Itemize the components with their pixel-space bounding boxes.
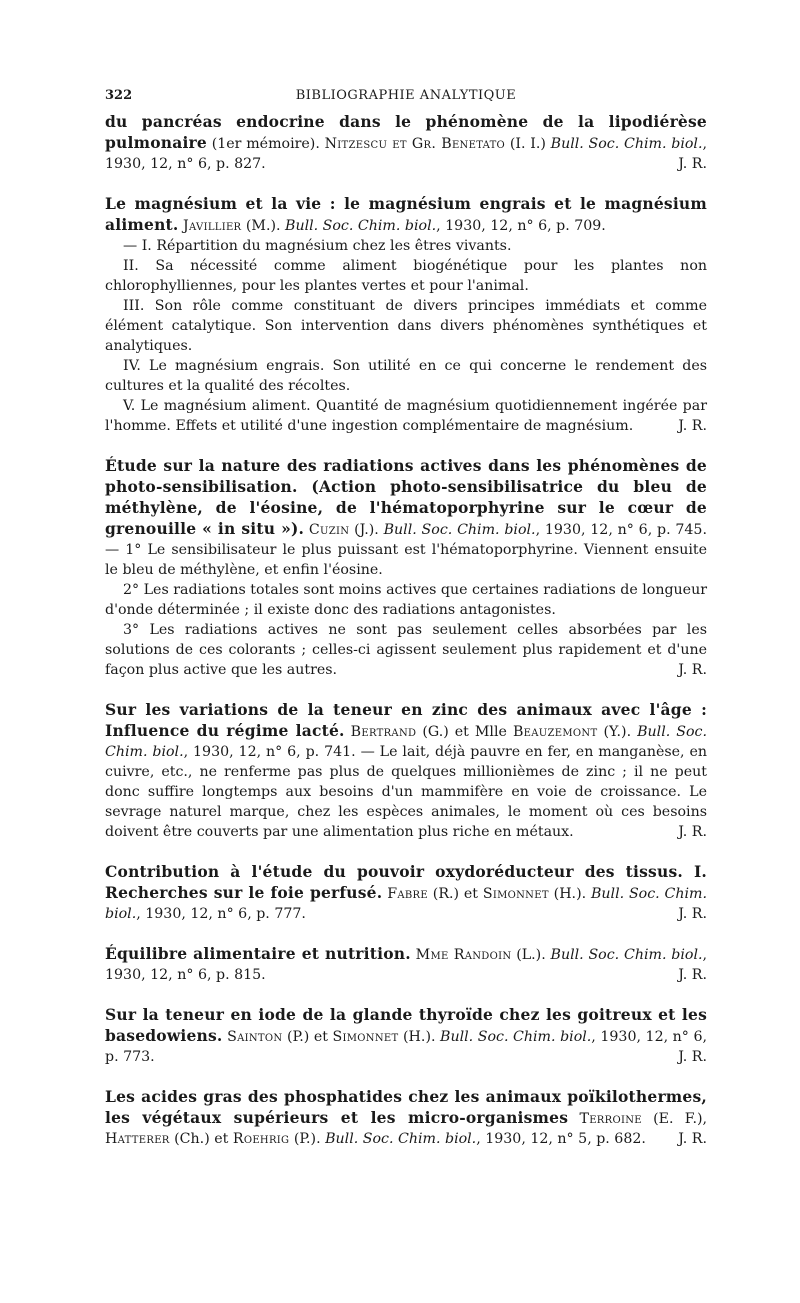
entry-paragraph: [105, 396, 707, 436]
entry-initials: (G.) et Mlle: [416, 724, 513, 740]
entry-body: [105, 456, 707, 580]
entry-body: [105, 112, 707, 174]
entry-signature: J. R.: [678, 824, 707, 840]
entry-journal: Bull. Soc. Chim. biol.: [550, 136, 703, 152]
entry-title: du pancréas endocrine dans le phénomène de la lipodiérèse pulmonaire: [105, 112, 707, 152]
abstract-entry: [105, 944, 707, 985]
entry-body: [105, 700, 707, 842]
entry-authors: Fabre: [387, 886, 428, 902]
entry-initials-2: (H.).: [548, 886, 591, 902]
entry-initials-2: (Y.).: [597, 724, 638, 740]
abstract-entry: [105, 1005, 707, 1067]
entry-journal: Bull. Soc. Chim. biol.: [325, 1131, 477, 1147]
entry-reference: , 1930, 12, n° 6, p. 741. — Le lait, déjà pauvre en fer, en manganèse, en cuivre, etc., ne renferme pas plus de quelques millionièmes de zinc ; il ne peut donc suffire longtemps aux besoins d'un mammifère en voie de croissance. Le sevrage naturel marque, chez les espèces animales, le moment où ces besoins doivent être couverts par une alimentation plus riche en métaux.: [105, 744, 707, 840]
abstract-entry: [105, 456, 707, 680]
entry-signature: J. R.: [678, 156, 707, 172]
entry-reference: , 1930, 12, n° 6, p. 827.: [105, 136, 707, 172]
entry-signature: J. R.: [678, 1049, 707, 1065]
entry-subtitle: (1er mémoire).: [206, 136, 325, 152]
entry-journal: Bull. Soc. Chim. biol.: [550, 947, 703, 963]
entry-signature: J. R.: [678, 662, 707, 678]
entry-reference: , 1930, 12, n° 6, p. 815.: [105, 947, 708, 983]
journal-page: [105, 82, 707, 1169]
entry-reference: , 1930, 12, n° 6, p. 777.: [136, 906, 306, 922]
entry-journal: Bull. Soc. Chim. biol.: [105, 886, 708, 922]
abstract-entry: [105, 194, 707, 436]
entry-authors-3: Roehrig: [232, 1131, 290, 1147]
entry-signature: J. R.: [678, 967, 707, 983]
entry-signature: J. R.: [678, 418, 707, 434]
abstract-entry: [105, 700, 707, 842]
entry-authors: Bertrand: [350, 724, 417, 740]
entry-authors-2: Simonnet: [482, 886, 549, 902]
running-title: BIBLIOGRAPHIE ANALYTIQUE: [295, 88, 517, 103]
entry-initials: (J.).: [349, 522, 384, 538]
entry-authors-2: Hatterer: [105, 1131, 170, 1147]
entry-paragraph-text: 3° Les radiations actives ne sont pas seulement celles absorbées par les solutions de ces colorants ; celles-ci agissent seulement plus rapidement et d'une façon plus active que les autres.: [105, 622, 707, 678]
entry-initials: (L.).: [511, 947, 551, 963]
entry-title: Étude sur la nature des radiations actives dans les phénomènes de photo-sensibilisation. (Action photo-sensibilisatrice du bleu de méthylène, de l'éosine, de l'hématoporphyrine sur le cœur de grenouille « in situ »).: [105, 456, 707, 538]
entry-initials: (P.) et: [282, 1029, 333, 1045]
entry-body: [105, 194, 707, 236]
entry-paragraph: 2° Les radiations totales sont moins actives que certaines radiations de longueur d'onde déterminée ; il existe donc des radiations antagonistes.: [105, 582, 707, 618]
entry-authors: Mme Randoin: [415, 947, 512, 963]
entry-authors: Sainton: [227, 1029, 283, 1045]
entry-authors: Nitzescu et Gr. Benetato: [324, 136, 506, 152]
entry-paragraph: IV. Le magnésium engrais. Son utilité en ce qui concerne le rendement des cultures et la qualité des récoltes.: [105, 358, 707, 394]
running-head: [105, 82, 707, 112]
entry-journal: Bull. Soc. Chim. biol.: [440, 1029, 592, 1045]
entry-body: [105, 1005, 707, 1067]
entry-title: Équilibre alimentaire et nutrition.: [105, 944, 411, 963]
entry-initials: (E. F.),: [641, 1111, 707, 1127]
entry-body: [105, 944, 707, 985]
entry-reference: , 1930, 12, n° 6, p. 745. — 1° Le sensibilisateur le plus puissant est l'hématoporphyrine. Viennent ensuite le bleu de méthylène, et enfin l'éosine.: [105, 522, 707, 578]
abstract-entry: [105, 1087, 707, 1149]
entry-initials: (R.) et: [427, 886, 483, 902]
entry-body: [105, 1087, 707, 1149]
abstract-entry: [105, 862, 707, 924]
entry-authors-2: Beauzemont: [512, 724, 598, 740]
entry-journal: Bull. Soc. Chim. biol.: [105, 724, 707, 760]
entry-title: Sur la teneur en iode de la glande thyroïde chez les goitreux et les basedowiens.: [105, 1005, 707, 1045]
entry-authors-2: Simonnet: [332, 1029, 399, 1045]
entry-title: Le magnésium et la vie : le magnésium engrais et le magnésium aliment.: [105, 194, 707, 234]
entry-journal: Bull. Soc. Chim. biol.: [285, 218, 437, 234]
entry-signature: J. R.: [678, 906, 707, 922]
entry-paragraph: III. Son rôle comme constituant de divers principes immédiats et comme élément catalytique. Son intervention dans divers phénomènes synthétiques et analytiques.: [105, 298, 707, 354]
entry-paragraph: — I. Répartition du magnésium chez les êtres vivants.: [123, 238, 512, 254]
entry-reference: , 1930, 12, n° 6, p. 773.: [105, 1029, 707, 1065]
entry-reference: , 1930, 12, n° 5, p. 682.: [476, 1131, 646, 1147]
entry-title: Sur les variations de la teneur en zinc des animaux avec l'âge : Influence du régime lacté.: [105, 700, 707, 740]
page-number: 322: [105, 88, 133, 103]
entry-initials: (I. I.): [505, 136, 551, 152]
entry-initials: (M.).: [241, 218, 286, 234]
entry-reference: , 1930, 12, n° 6, p. 709.: [436, 218, 606, 234]
entry-body: [105, 862, 707, 924]
entry-paragraph: [105, 620, 707, 680]
entry-title: Contribution à l'étude du pouvoir oxydoréducteur des tissus. I. Recherches sur le foie perfusé.: [105, 862, 707, 902]
entry-journal: Bull. Soc. Chim. biol.: [383, 522, 536, 538]
entry-initials-2: (H.).: [398, 1029, 441, 1045]
entry-paragraph: II. Sa nécessité comme aliment biogénétique pour les plantes non chlorophylliennes, pour les plantes vertes et pour l'animal.: [105, 258, 707, 294]
entry-paragraph-text: V. Le magnésium aliment. Quantité de magnésium quotidiennement ingérée par l'homme. Effets et utilité d'une ingestion complémentaire de magnésium.: [105, 398, 707, 434]
entry-initials-2: (Ch.) et: [169, 1131, 233, 1147]
entry-authors: Cuzin: [308, 522, 350, 538]
entry-authors: Terroine: [579, 1111, 642, 1127]
abstract-entry: [105, 112, 707, 174]
entry-initials-3: (P.).: [289, 1131, 326, 1147]
entry-signature: J. R.: [678, 1131, 707, 1147]
entry-title: Les acides gras des phosphatides chez les animaux poïkilothermes, les végétaux supérieurs et les micro-organismes: [105, 1087, 707, 1127]
entry-authors: Javillier: [183, 218, 242, 234]
